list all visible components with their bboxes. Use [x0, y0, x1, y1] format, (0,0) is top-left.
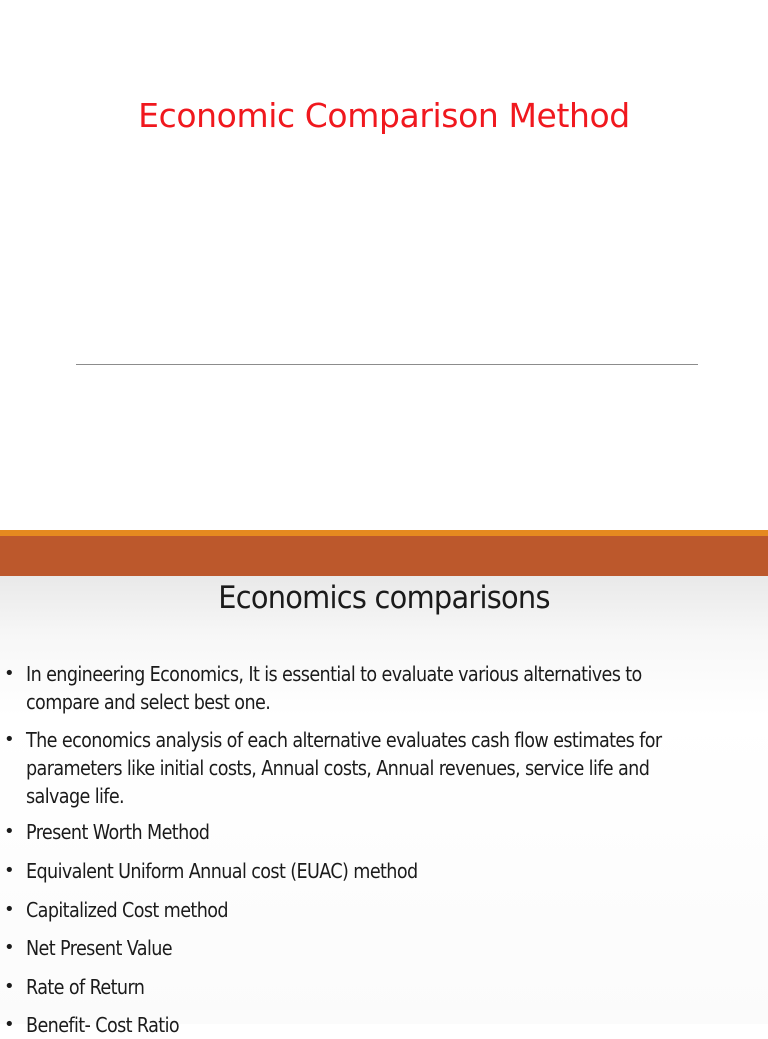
slide-1-title: Economic Comparison Method	[138, 96, 630, 135]
bullet-dot-icon: •	[4, 1014, 15, 1035]
bullet-dot-icon: •	[4, 729, 15, 750]
bullet-text: Present Worth Method	[26, 820, 210, 844]
bullet-dot-icon: •	[4, 899, 15, 920]
bullet-dot-icon: •	[4, 976, 15, 997]
bullet-text: Net Present Value	[26, 936, 172, 960]
bullet-text: Rate of Return	[26, 975, 145, 999]
bullet-dot-icon: •	[4, 663, 15, 684]
slide-2-title: Economics comparisons	[218, 580, 550, 616]
bullet-text: The economics analysis of each alternative evaluates cash flow estimates for parameters like initial costs, Annual costs, Annual revenues, service life and salvage life.	[26, 728, 662, 808]
bullet-text: Benefit- Cost Ratio	[26, 1013, 180, 1037]
bullet-dot-icon: •	[4, 821, 15, 842]
slide-1-divider	[76, 364, 698, 365]
band-rust-fill	[0, 536, 768, 576]
slide-header-band	[0, 530, 768, 576]
bullet-text: Capitalized Cost method	[26, 898, 228, 922]
bullet-text: Equivalent Uniform Annual cost (EUAC) method	[26, 859, 418, 883]
bullet-dot-icon: •	[4, 937, 15, 958]
bullet-text: In engineering Economics, It is essential to evaluate various alternatives to compare and select best one.	[26, 662, 642, 714]
slide-2	[0, 576, 768, 1037]
bullet-dot-icon: •	[4, 860, 15, 881]
